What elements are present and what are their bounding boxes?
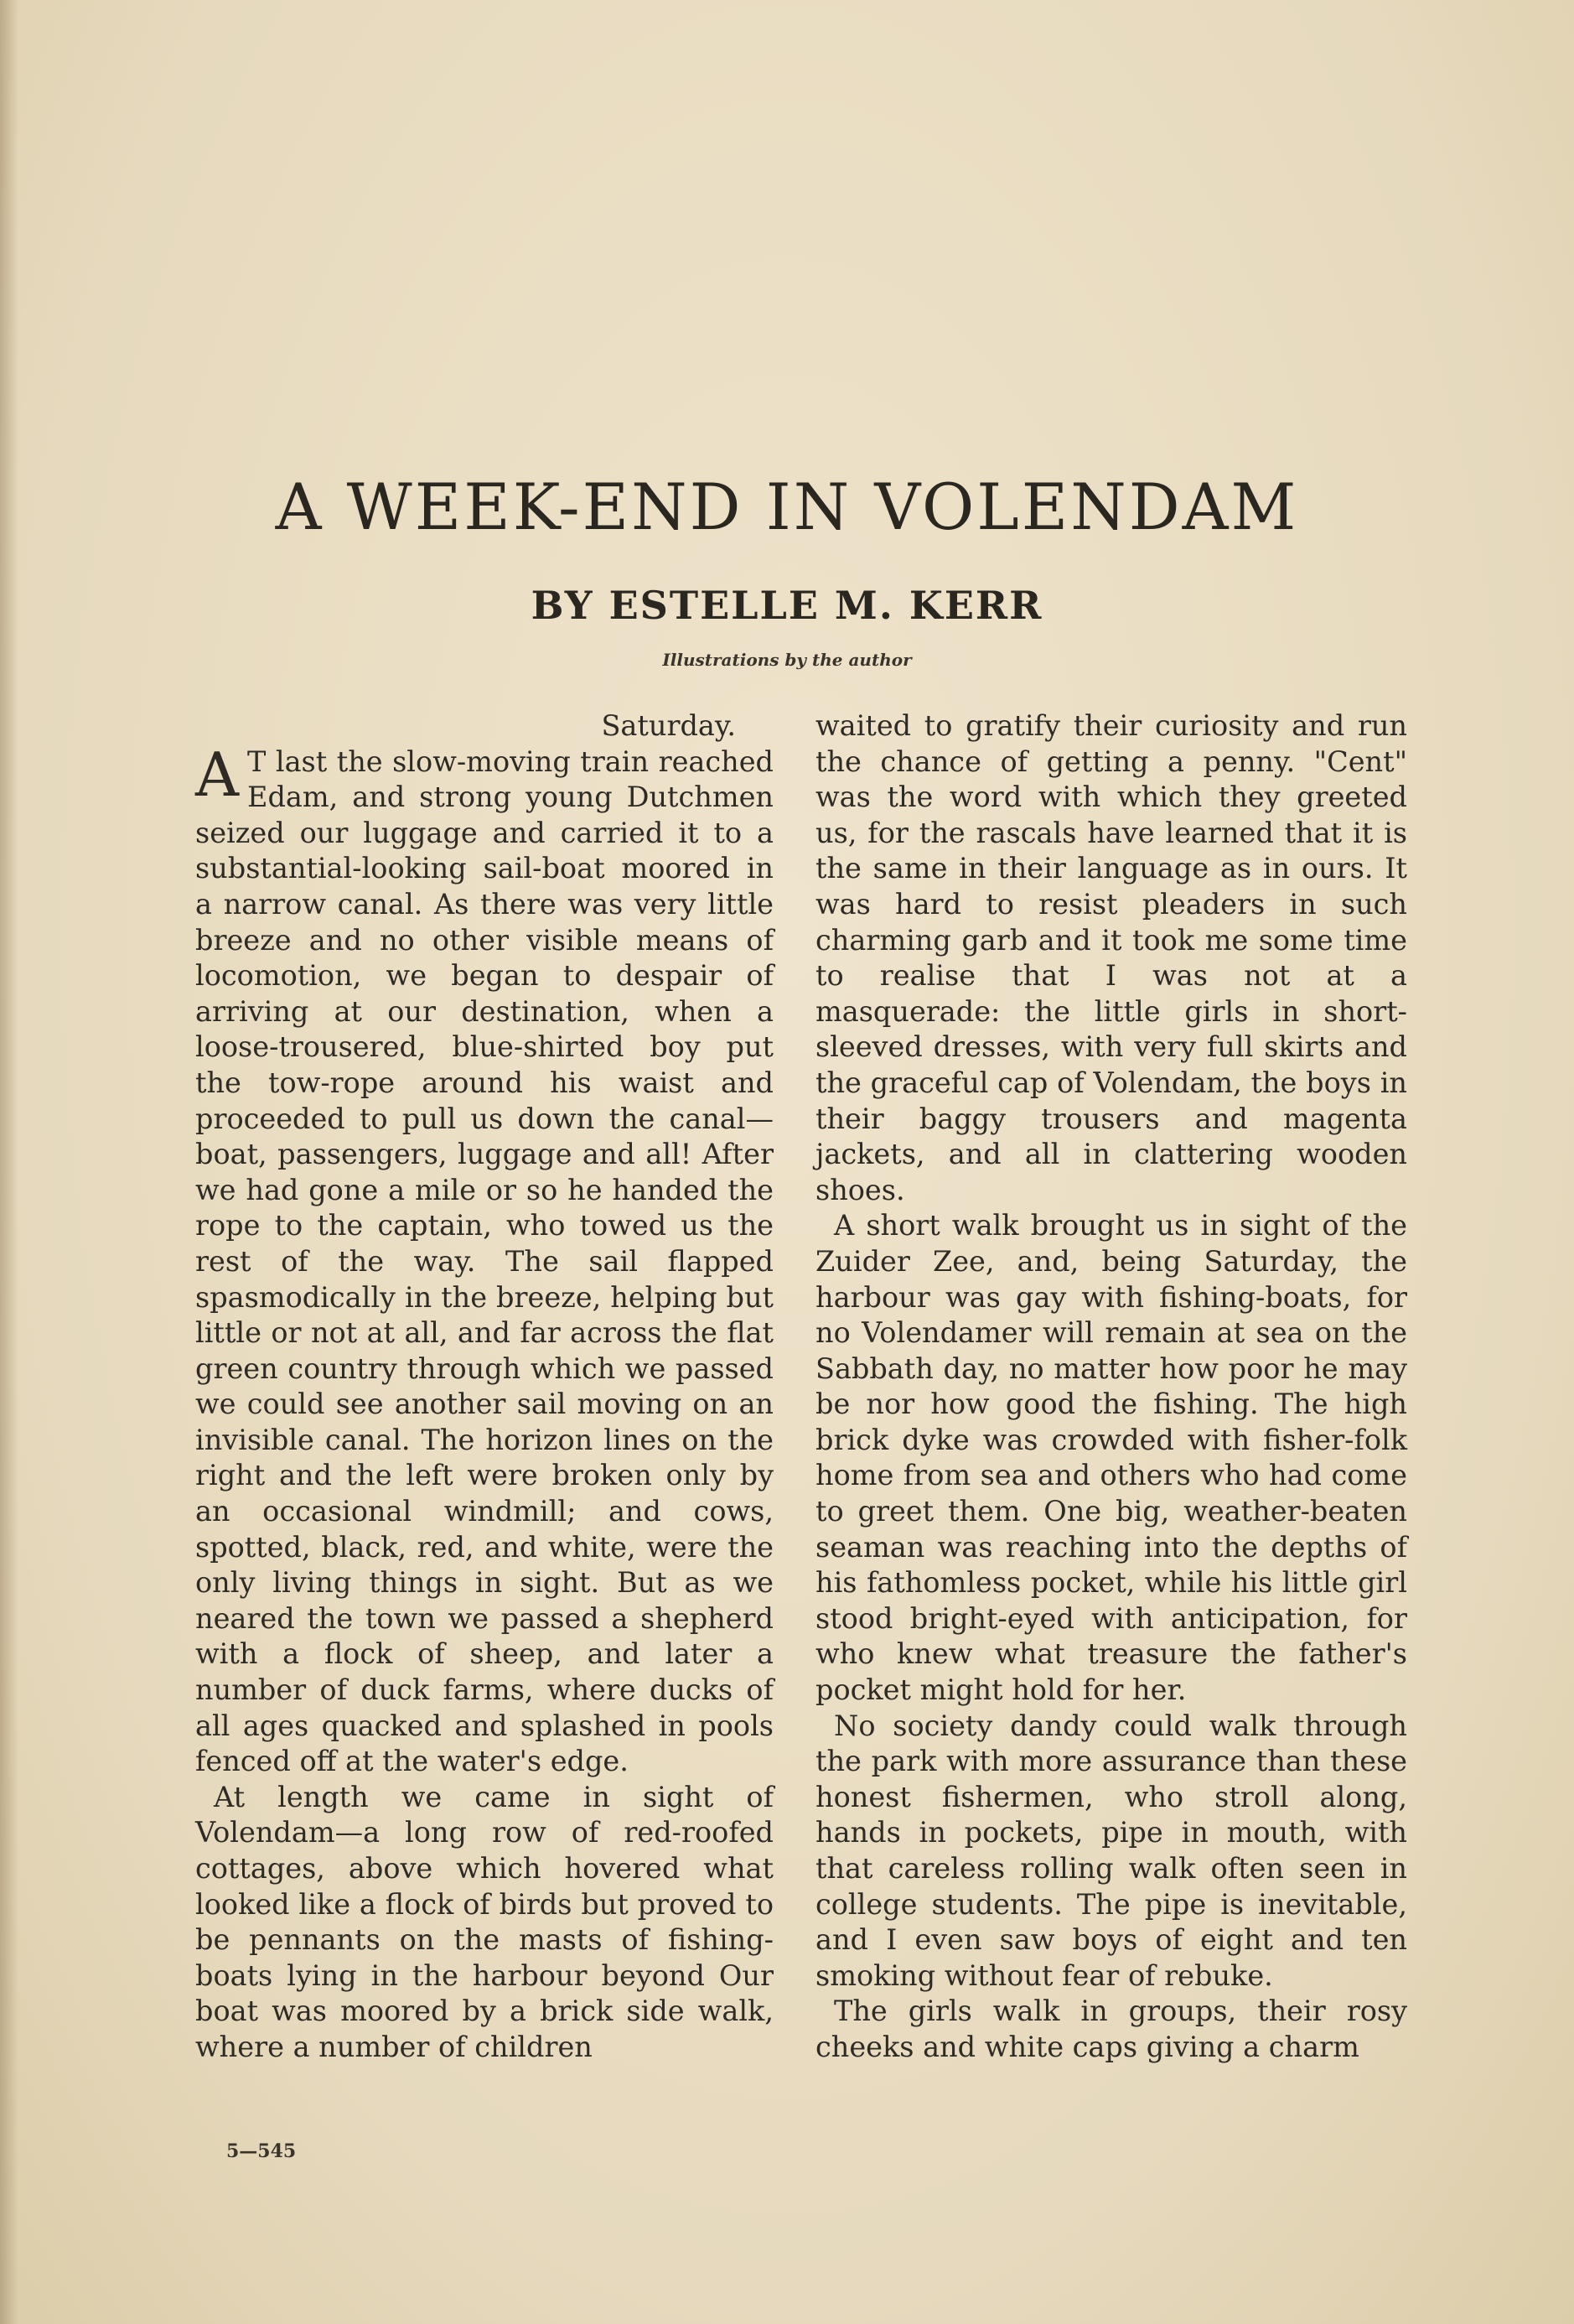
drop-cap: A bbox=[195, 739, 239, 810]
paragraph: At length we came in sight of Volendam—a long row of red-roofed cottages, above which hovered what looked like a flock of birds but proved to be pennants on the masts of fishing-boats lying in the harbour beyond Our boat was moored by a brick side walk, where a number of children bbox=[195, 1780, 774, 2063]
left-column bbox=[195, 708, 774, 2066]
page-edge-shadow bbox=[0, 0, 18, 2324]
illustration-credit: Illustrations by the author bbox=[662, 650, 912, 670]
opening-paragraph bbox=[195, 739, 774, 1780]
paragraph: No society dandy could walk through the park with more assurance than these honest fishermen, who stroll along, hands in pockets, pipe in mouth, with that careless rolling walk often seen in college students. The pipe is inevitable, and I even saw boys of eight and ten smoking without fear of rebuke. bbox=[815, 1709, 1407, 1992]
paragraph: waited to gratify their curiosity and run the chance of getting a penny. "Cent" was the word with which they greeted us, for the rascals have learned that it is the same in their language as in ours. It was hard to resist pleaders in such charming garb and it took me some time to realise that I was not at a masquerade: the little girls in short-sleeved dresses, with very full skirts and the graceful cap of Volendam, the boys in their baggy trousers and magenta jackets, and all in clattering wooden shoes. bbox=[815, 709, 1407, 1206]
right-column bbox=[815, 708, 1407, 2066]
opening-paragraph-text: T last the slow-moving train reached Edam, and strong young Dutchmen seized our luggage and carried it to a substantial-looking sail-boat moored in a narrow canal. As there was very little breeze and no other visible means of locomotion, we began to despair of arriving at our destination, when a loose-trousered, blue-shirted boy put the tow-rope around his waist and proceeded to pull us down the canal—boat, passengers, luggage and all! After we had gone a mile or so he handed the rope to the captain, who towed us the rest of the way. The sail flapped spasmodically in the breeze, helping but little or not at all, and far across the flat green country through which we passed we could see another sail moving on an invisible canal. The horizon lines on the right and the left were broken only by an occasional windmill; and cows, spotted, black, red, and white, were the only living things in sight. But as we neared the town we passed a shepherd with a flock of sheep, and later a number of duck farms, where ducks of all ages quacked and splashed in pools fenced off at the water's edge. bbox=[195, 744, 774, 1778]
article-title: A WEEK-END IN VOLENDAM bbox=[275, 469, 1299, 544]
paragraph: The girls walk in groups, their rosy cheeks and white caps giving a charm bbox=[815, 1995, 1407, 2063]
page-folio: 5—545 bbox=[226, 2140, 297, 2162]
dateline: Saturday. bbox=[601, 709, 736, 742]
paragraph: A short walk brought us in sight of the Zuider Zee, and, being Saturday, the harbour was gay with fishing-boats, for no Volendamer will remain at sea on the Sabbath day, no matter how poor he may be nor how good the fishing. The high brick dyke was crowded with fisher-folk home from sea and others who had come to greet them. One big, weather-beaten seaman was reaching into the depths of his fathomless pocket, while his little girl stood bright-eyed with anticipation, for who knew what treasure the father's pocket might hold for her. bbox=[815, 1209, 1407, 1707]
article-byline: BY ESTELLE M. KERR bbox=[531, 583, 1043, 628]
